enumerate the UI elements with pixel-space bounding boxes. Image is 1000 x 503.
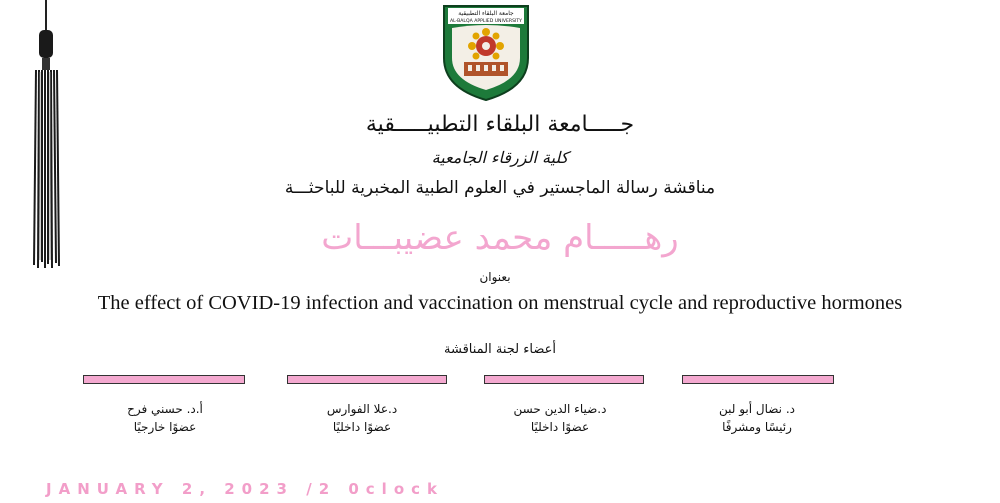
divider-bar <box>287 375 447 384</box>
member-role: عضوًا خارجيًا <box>133 420 197 434</box>
member-role: عضوًا داخليًا <box>530 420 590 434</box>
member-name: د.ضياء الدين حسن <box>513 402 607 416</box>
logo-english-text: AL-BALQA APPLIED UNIVERSITY <box>450 19 522 24</box>
member-role: عضوًا داخليًا <box>332 420 392 434</box>
debate-announcement: مناقشة رسالة الماجستير في العلوم الطبية المخبرية للباحثـــة <box>284 178 716 198</box>
committee-member <box>262 400 462 436</box>
divider-bar <box>682 375 834 384</box>
member-name: أ.د. حسني فرح <box>127 402 203 416</box>
member-name: د.علا الفوارس <box>326 402 398 416</box>
researcher-name: رهـــــام محمد عضيبـــات <box>321 218 679 258</box>
university-logo <box>438 2 534 102</box>
university-name: جـــــامعة البلقاء التطبيـــــقية <box>365 112 635 137</box>
thesis-title: The effect of COVID-19 infection and vaccination on menstrual cycle and reproductive hormones <box>97 292 903 314</box>
event-date-time: JANUARY 2, 2023 /2 0clock <box>46 480 444 498</box>
member-role: رئيسًا ومشرفًا <box>722 420 792 434</box>
committee-member <box>65 400 265 436</box>
member-name: د. نضال أبو لبن <box>718 402 795 416</box>
college-name: كلية الزرقاء الجامعية <box>431 148 569 167</box>
committee-member <box>460 400 660 436</box>
committee-heading: أعضاء لجنة المناقشة <box>444 342 556 357</box>
logo-arabic-text: جامعة البلقاء التطبيقية <box>458 10 514 17</box>
committee-member <box>657 400 857 436</box>
divider-bar <box>83 375 245 384</box>
titled-label: بعنوان <box>479 270 511 284</box>
divider-bar <box>484 375 644 384</box>
